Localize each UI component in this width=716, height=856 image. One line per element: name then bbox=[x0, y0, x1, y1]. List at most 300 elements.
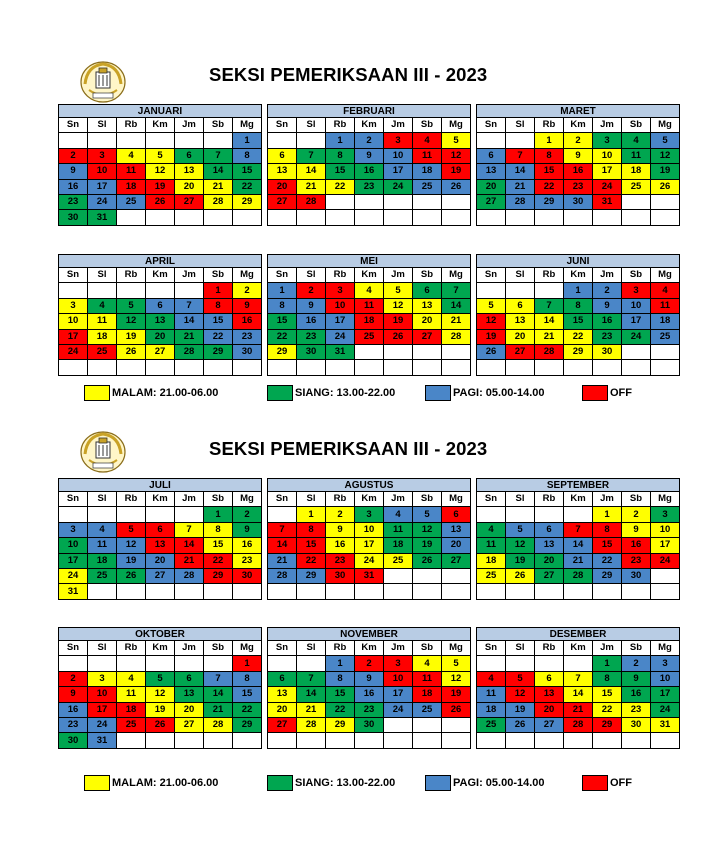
empty-cell bbox=[622, 733, 651, 748]
day-cell: 6 bbox=[175, 148, 204, 163]
day-cell: 10 bbox=[651, 522, 680, 537]
empty-cell bbox=[384, 584, 413, 599]
day-cell: 14 bbox=[297, 687, 326, 702]
day-cell: 14 bbox=[204, 164, 233, 179]
empty-cell bbox=[175, 507, 204, 522]
day-cell: 17 bbox=[622, 314, 651, 329]
day-cell: 3 bbox=[326, 283, 355, 298]
weekday-header: Km bbox=[355, 641, 384, 656]
day-cell: 2 bbox=[622, 656, 651, 671]
day-cell: 18 bbox=[88, 329, 117, 344]
weekday-header: Mg bbox=[233, 268, 262, 283]
day-cell: 24 bbox=[59, 568, 88, 583]
day-cell: 28 bbox=[564, 568, 593, 583]
weekday-header: Mg bbox=[233, 641, 262, 656]
weekday-header: Rb bbox=[535, 118, 564, 133]
day-cell: 6 bbox=[413, 283, 442, 298]
day-cell: 15 bbox=[204, 538, 233, 553]
day-cell: 26 bbox=[477, 344, 506, 359]
empty-cell bbox=[384, 568, 413, 583]
day-cell: 27 bbox=[535, 717, 564, 732]
day-cell: 10 bbox=[59, 314, 88, 329]
day-cell: 2 bbox=[622, 507, 651, 522]
day-cell: 23 bbox=[233, 553, 262, 568]
day-cell: 25 bbox=[88, 568, 117, 583]
day-cell: 8 bbox=[326, 671, 355, 686]
day-cell: 4 bbox=[622, 133, 651, 148]
empty-cell bbox=[384, 717, 413, 732]
day-cell: 17 bbox=[355, 538, 384, 553]
day-cell: 1 bbox=[326, 133, 355, 148]
day-cell: 27 bbox=[268, 717, 297, 732]
empty-cell bbox=[651, 584, 680, 599]
month-calendar-table bbox=[476, 267, 680, 376]
day-cell: 12 bbox=[477, 314, 506, 329]
day-cell: 28 bbox=[297, 717, 326, 732]
day-cell: 16 bbox=[59, 702, 88, 717]
day-cell: 25 bbox=[117, 194, 146, 209]
empty-cell bbox=[355, 733, 384, 748]
day-cell: 13 bbox=[175, 687, 204, 702]
day-cell: 15 bbox=[564, 314, 593, 329]
day-cell: 11 bbox=[477, 687, 506, 702]
day-cell: 17 bbox=[384, 687, 413, 702]
empty-cell bbox=[442, 210, 471, 225]
day-cell: 25 bbox=[88, 344, 117, 359]
day-cell: 9 bbox=[355, 671, 384, 686]
empty-cell bbox=[117, 507, 146, 522]
weekday-header: Sb bbox=[413, 492, 442, 507]
day-cell: 1 bbox=[593, 507, 622, 522]
day-cell: 26 bbox=[651, 179, 680, 194]
day-cell: 22 bbox=[204, 329, 233, 344]
weekday-header: Jm bbox=[175, 492, 204, 507]
day-cell: 22 bbox=[204, 553, 233, 568]
legend-label: PAGI: 05.00-14.00 bbox=[453, 777, 545, 789]
day-cell: 3 bbox=[651, 507, 680, 522]
day-cell: 4 bbox=[413, 133, 442, 148]
day-cell: 9 bbox=[233, 522, 262, 537]
day-cell: 17 bbox=[88, 179, 117, 194]
day-cell: 17 bbox=[326, 314, 355, 329]
month-september bbox=[476, 478, 680, 600]
empty-cell bbox=[506, 584, 535, 599]
empty-cell bbox=[535, 656, 564, 671]
empty-cell bbox=[506, 360, 535, 375]
day-cell: 3 bbox=[88, 148, 117, 163]
month-februari bbox=[267, 104, 471, 226]
day-cell: 2 bbox=[355, 133, 384, 148]
day-cell: 24 bbox=[355, 553, 384, 568]
day-cell: 13 bbox=[175, 164, 204, 179]
day-cell: 28 bbox=[442, 329, 471, 344]
month-name: AGUSTUS bbox=[267, 478, 471, 492]
empty-cell bbox=[413, 344, 442, 359]
day-cell: 19 bbox=[506, 702, 535, 717]
legend-label: MALAM: 21.00-06.00 bbox=[112, 777, 219, 789]
day-cell: 25 bbox=[384, 553, 413, 568]
day-cell: 20 bbox=[442, 538, 471, 553]
day-cell: 24 bbox=[593, 179, 622, 194]
month-juli bbox=[58, 478, 262, 600]
day-cell: 21 bbox=[442, 314, 471, 329]
day-cell: 7 bbox=[297, 671, 326, 686]
empty-cell bbox=[175, 584, 204, 599]
day-cell: 14 bbox=[564, 538, 593, 553]
weekday-header: Sb bbox=[622, 118, 651, 133]
day-cell: 10 bbox=[355, 522, 384, 537]
day-cell: 8 bbox=[268, 298, 297, 313]
empty-cell bbox=[297, 656, 326, 671]
day-cell: 20 bbox=[175, 179, 204, 194]
empty-cell bbox=[355, 344, 384, 359]
weekday-header: Jm bbox=[175, 118, 204, 133]
empty-cell bbox=[384, 360, 413, 375]
empty-cell bbox=[268, 656, 297, 671]
day-cell: 23 bbox=[59, 717, 88, 732]
empty-cell bbox=[233, 584, 262, 599]
day-cell: 9 bbox=[59, 687, 88, 702]
day-cell: 20 bbox=[477, 179, 506, 194]
day-cell: 31 bbox=[355, 568, 384, 583]
day-cell: 23 bbox=[59, 194, 88, 209]
day-cell: 20 bbox=[535, 702, 564, 717]
weekday-header: Sn bbox=[59, 268, 88, 283]
day-cell: 15 bbox=[593, 687, 622, 702]
day-cell: 22 bbox=[593, 702, 622, 717]
day-cell: 4 bbox=[384, 507, 413, 522]
day-cell: 9 bbox=[297, 298, 326, 313]
weekday-header: Mg bbox=[651, 118, 680, 133]
day-cell: 19 bbox=[146, 702, 175, 717]
empty-cell bbox=[175, 210, 204, 225]
empty-cell bbox=[413, 360, 442, 375]
day-cell: 1 bbox=[233, 133, 262, 148]
day-cell: 31 bbox=[326, 344, 355, 359]
month-calendar-table bbox=[58, 117, 262, 226]
day-cell: 21 bbox=[175, 553, 204, 568]
day-cell: 6 bbox=[535, 522, 564, 537]
month-name: JULI bbox=[58, 478, 262, 492]
day-cell: 7 bbox=[204, 148, 233, 163]
day-cell: 13 bbox=[146, 314, 175, 329]
day-cell: 22 bbox=[233, 702, 262, 717]
empty-cell bbox=[59, 507, 88, 522]
day-cell: 8 bbox=[204, 522, 233, 537]
empty-cell bbox=[146, 283, 175, 298]
day-cell: 11 bbox=[117, 687, 146, 702]
day-cell: 4 bbox=[88, 522, 117, 537]
day-cell: 11 bbox=[88, 314, 117, 329]
weekday-header: Km bbox=[355, 492, 384, 507]
empty-cell bbox=[117, 733, 146, 748]
day-cell: 11 bbox=[622, 148, 651, 163]
empty-cell bbox=[297, 733, 326, 748]
weekday-header: Jm bbox=[384, 118, 413, 133]
day-cell: 16 bbox=[326, 538, 355, 553]
day-cell: 27 bbox=[175, 717, 204, 732]
day-cell: 25 bbox=[413, 179, 442, 194]
empty-cell bbox=[506, 210, 535, 225]
day-cell: 19 bbox=[413, 538, 442, 553]
day-cell: 20 bbox=[146, 553, 175, 568]
day-cell: 12 bbox=[413, 522, 442, 537]
day-cell: 30 bbox=[326, 568, 355, 583]
day-cell: 3 bbox=[384, 133, 413, 148]
month-name: OKTOBER bbox=[58, 627, 262, 641]
day-cell: 2 bbox=[355, 656, 384, 671]
day-cell: 14 bbox=[175, 538, 204, 553]
empty-cell bbox=[117, 133, 146, 148]
day-cell: 26 bbox=[442, 179, 471, 194]
day-cell: 1 bbox=[204, 283, 233, 298]
day-cell: 21 bbox=[204, 702, 233, 717]
day-cell: 6 bbox=[477, 148, 506, 163]
weekday-header: Mg bbox=[651, 492, 680, 507]
weekday-header: Rb bbox=[117, 118, 146, 133]
empty-cell bbox=[535, 507, 564, 522]
legend-item bbox=[84, 774, 218, 792]
day-cell: 14 bbox=[564, 687, 593, 702]
day-cell: 8 bbox=[326, 148, 355, 163]
weekday-header: Km bbox=[146, 268, 175, 283]
weekday-header: Mg bbox=[233, 492, 262, 507]
legend-item bbox=[425, 774, 545, 792]
day-cell: 14 bbox=[442, 298, 471, 313]
day-cell: 27 bbox=[506, 344, 535, 359]
weekday-header: Km bbox=[564, 118, 593, 133]
day-cell: 26 bbox=[413, 553, 442, 568]
day-cell: 30 bbox=[233, 344, 262, 359]
day-cell: 1 bbox=[593, 656, 622, 671]
empty-cell bbox=[88, 656, 117, 671]
month-name: MARET bbox=[476, 104, 680, 118]
day-cell: 13 bbox=[535, 538, 564, 553]
day-cell: 5 bbox=[477, 298, 506, 313]
day-cell: 30 bbox=[355, 717, 384, 732]
empty-cell bbox=[413, 733, 442, 748]
empty-cell bbox=[477, 283, 506, 298]
empty-cell bbox=[326, 210, 355, 225]
weekday-header: Sb bbox=[204, 118, 233, 133]
day-cell: 19 bbox=[442, 687, 471, 702]
empty-cell bbox=[593, 210, 622, 225]
legend-item bbox=[582, 774, 632, 792]
day-cell: 22 bbox=[233, 179, 262, 194]
day-cell: 5 bbox=[413, 507, 442, 522]
weekday-header: Sn bbox=[59, 641, 88, 656]
day-cell: 4 bbox=[651, 283, 680, 298]
day-cell: 21 bbox=[564, 702, 593, 717]
day-cell: 8 bbox=[593, 522, 622, 537]
day-cell: 16 bbox=[355, 164, 384, 179]
day-cell: 27 bbox=[535, 568, 564, 583]
empty-cell bbox=[175, 733, 204, 748]
day-cell: 23 bbox=[297, 329, 326, 344]
empty-cell bbox=[204, 656, 233, 671]
day-cell: 18 bbox=[413, 164, 442, 179]
empty-cell bbox=[564, 733, 593, 748]
legend-swatch bbox=[267, 775, 293, 791]
empty-cell bbox=[413, 194, 442, 209]
day-cell: 9 bbox=[593, 298, 622, 313]
day-cell: 21 bbox=[175, 329, 204, 344]
empty-cell bbox=[564, 507, 593, 522]
day-cell: 26 bbox=[117, 344, 146, 359]
day-cell: 22 bbox=[326, 702, 355, 717]
empty-cell bbox=[146, 584, 175, 599]
empty-cell bbox=[59, 133, 88, 148]
month-calendar-table bbox=[267, 117, 471, 226]
empty-cell bbox=[59, 283, 88, 298]
day-cell: 18 bbox=[477, 702, 506, 717]
day-cell: 31 bbox=[651, 717, 680, 732]
empty-cell bbox=[506, 507, 535, 522]
empty-cell bbox=[175, 360, 204, 375]
empty-cell bbox=[651, 194, 680, 209]
day-cell: 20 bbox=[268, 179, 297, 194]
empty-cell bbox=[506, 656, 535, 671]
legend-swatch bbox=[84, 775, 110, 791]
month-maret bbox=[476, 104, 680, 226]
day-cell: 24 bbox=[651, 553, 680, 568]
day-cell: 8 bbox=[593, 671, 622, 686]
empty-cell bbox=[477, 210, 506, 225]
empty-cell bbox=[268, 733, 297, 748]
day-cell: 12 bbox=[117, 538, 146, 553]
weekday-header: Sl bbox=[506, 268, 535, 283]
day-cell: 12 bbox=[442, 671, 471, 686]
day-cell: 29 bbox=[268, 344, 297, 359]
empty-cell bbox=[59, 656, 88, 671]
day-cell: 12 bbox=[651, 148, 680, 163]
weekday-header: Sl bbox=[506, 641, 535, 656]
empty-cell bbox=[535, 210, 564, 225]
day-cell: 18 bbox=[413, 687, 442, 702]
day-cell: 15 bbox=[535, 164, 564, 179]
empty-cell bbox=[477, 360, 506, 375]
month-name: FEBRUARI bbox=[267, 104, 471, 118]
day-cell: 7 bbox=[442, 283, 471, 298]
day-cell: 29 bbox=[204, 344, 233, 359]
day-cell: 30 bbox=[59, 733, 88, 748]
empty-cell bbox=[651, 360, 680, 375]
weekday-header: Sl bbox=[88, 492, 117, 507]
day-cell: 17 bbox=[593, 164, 622, 179]
day-cell: 28 bbox=[175, 568, 204, 583]
day-cell: 1 bbox=[535, 133, 564, 148]
empty-cell bbox=[651, 210, 680, 225]
months-grid bbox=[0, 380, 716, 746]
empty-cell bbox=[355, 194, 384, 209]
empty-cell bbox=[442, 344, 471, 359]
day-cell: 2 bbox=[297, 283, 326, 298]
weekday-header: Km bbox=[355, 268, 384, 283]
day-cell: 6 bbox=[268, 671, 297, 686]
weekday-header: Km bbox=[146, 492, 175, 507]
day-cell: 3 bbox=[59, 522, 88, 537]
day-cell: 20 bbox=[146, 329, 175, 344]
day-cell: 11 bbox=[651, 298, 680, 313]
day-cell: 24 bbox=[384, 179, 413, 194]
day-cell: 2 bbox=[59, 671, 88, 686]
empty-cell bbox=[297, 210, 326, 225]
day-cell: 9 bbox=[326, 522, 355, 537]
day-cell: 8 bbox=[297, 522, 326, 537]
weekday-header: Sl bbox=[506, 492, 535, 507]
empty-cell bbox=[117, 656, 146, 671]
empty-cell bbox=[146, 360, 175, 375]
day-cell: 9 bbox=[622, 522, 651, 537]
day-cell: 2 bbox=[326, 507, 355, 522]
day-cell: 5 bbox=[146, 148, 175, 163]
empty-cell bbox=[204, 733, 233, 748]
weekday-header: Rb bbox=[326, 268, 355, 283]
day-cell: 16 bbox=[233, 538, 262, 553]
day-cell: 29 bbox=[593, 568, 622, 583]
month-name: NOVEMBER bbox=[267, 627, 471, 641]
day-cell: 20 bbox=[413, 314, 442, 329]
day-cell: 30 bbox=[622, 568, 651, 583]
day-cell: 23 bbox=[326, 553, 355, 568]
day-cell: 7 bbox=[204, 671, 233, 686]
day-cell: 8 bbox=[204, 298, 233, 313]
weekday-header: Rb bbox=[535, 641, 564, 656]
empty-cell bbox=[297, 360, 326, 375]
empty-cell bbox=[622, 194, 651, 209]
day-cell: 10 bbox=[326, 298, 355, 313]
day-cell: 27 bbox=[268, 194, 297, 209]
empty-cell bbox=[593, 360, 622, 375]
day-cell: 30 bbox=[297, 344, 326, 359]
weekday-header: Jm bbox=[593, 492, 622, 507]
day-cell: 8 bbox=[233, 148, 262, 163]
day-cell: 15 bbox=[326, 164, 355, 179]
weekday-header: Sn bbox=[477, 641, 506, 656]
weekday-header: Km bbox=[564, 641, 593, 656]
day-cell: 21 bbox=[297, 179, 326, 194]
empty-cell bbox=[146, 656, 175, 671]
day-cell: 28 bbox=[175, 344, 204, 359]
day-cell: 3 bbox=[622, 283, 651, 298]
day-cell: 25 bbox=[117, 717, 146, 732]
day-cell: 29 bbox=[326, 717, 355, 732]
empty-cell bbox=[233, 210, 262, 225]
day-cell: 4 bbox=[355, 283, 384, 298]
legend-swatch bbox=[582, 775, 608, 791]
empty-cell bbox=[477, 133, 506, 148]
empty-cell bbox=[413, 717, 442, 732]
weekday-header: Sl bbox=[506, 118, 535, 133]
empty-cell bbox=[622, 584, 651, 599]
weekday-header: Rb bbox=[117, 268, 146, 283]
empty-cell bbox=[413, 568, 442, 583]
day-cell: 5 bbox=[506, 522, 535, 537]
weekday-header: Sn bbox=[268, 118, 297, 133]
day-cell: 17 bbox=[384, 164, 413, 179]
weekday-header: Sl bbox=[88, 118, 117, 133]
empty-cell bbox=[535, 584, 564, 599]
month-calendar-table bbox=[58, 491, 262, 600]
legend-label: SIANG: 13.00-22.00 bbox=[295, 387, 396, 399]
weekday-header: Mg bbox=[651, 641, 680, 656]
empty-cell bbox=[593, 584, 622, 599]
weekday-header: Sl bbox=[88, 641, 117, 656]
empty-cell bbox=[651, 568, 680, 583]
month-mei bbox=[267, 254, 471, 376]
empty-cell bbox=[117, 584, 146, 599]
day-cell: 9 bbox=[233, 298, 262, 313]
